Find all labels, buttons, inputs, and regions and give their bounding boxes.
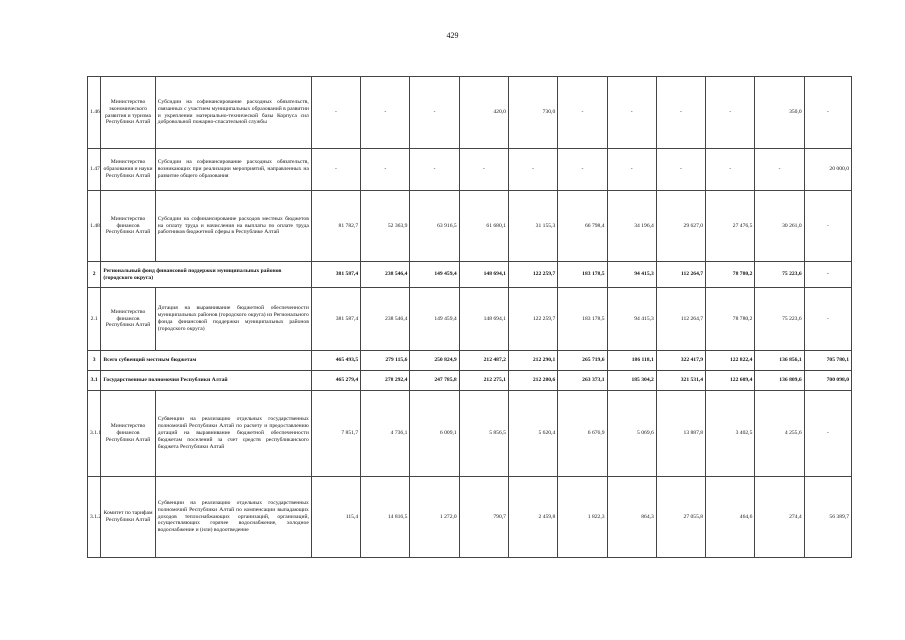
- responsible-org: Министерство финансов Республики Алтай: [101, 288, 155, 351]
- value-cell: 4 736,1: [361, 391, 410, 477]
- value-cell: 350,0: [755, 77, 804, 149]
- responsible-org: Министерство финансов Республики Алтай: [101, 191, 155, 262]
- value-cell: 148 694,1: [459, 262, 508, 288]
- responsible-org: Министерство образования и науки Республики Алтай: [101, 149, 155, 191]
- row-description: Субсидии на софинансирование расходов местных бюджетов на оплату труда и начисления на выплаты по оплате труда работников бюджетной сферы в Республике Алтай: [155, 191, 311, 262]
- value-cell: 790,7: [459, 477, 508, 558]
- value-cell: 7 851,7: [311, 391, 360, 477]
- value-cell: 112 264,7: [656, 288, 705, 351]
- value-cell: 78 780,2: [706, 262, 755, 288]
- value-cell: 6 676,9: [558, 391, 607, 477]
- budget-table: [87, 76, 852, 558]
- value-cell: 122 609,4: [706, 371, 755, 391]
- table-row: [88, 77, 852, 149]
- table-row: [88, 371, 852, 391]
- row-label: Государственные полномочия Республики Алтай: [101, 371, 312, 391]
- row-description: Субвенции на реализацию отдельных государственных полномочий Республики Алтай по компенсации выпадающих доходов теплоснабжающих организаций, организаций, осуществляющих горячее водоснабжение, холодное водоснабжение и (или) водоотведение: [155, 477, 311, 558]
- value-cell: 122 259,7: [508, 288, 557, 351]
- value-cell: 5 620,4: [508, 391, 557, 477]
- value-cell: 75 223,6: [755, 288, 804, 351]
- value-cell: -: [656, 77, 705, 149]
- value-cell: 27 476,5: [706, 191, 755, 262]
- value-cell: -: [755, 149, 804, 191]
- value-cell: -: [607, 77, 656, 149]
- value-cell: 20 000,0: [804, 149, 851, 191]
- value-cell: 186 118,1: [607, 351, 656, 371]
- row-number: 3.1: [88, 371, 101, 391]
- row-number: 1.47: [88, 149, 101, 191]
- value-cell: 322 417,9: [656, 351, 705, 371]
- value-cell: -: [804, 391, 851, 477]
- value-cell: -: [804, 191, 851, 262]
- value-cell: 94 415,3: [607, 288, 656, 351]
- value-cell: 464,6: [706, 477, 755, 558]
- value-cell: 61 680,1: [459, 191, 508, 262]
- value-cell: 247 785,8: [410, 371, 459, 391]
- value-cell: 136 856,1: [755, 351, 804, 371]
- value-cell: 63 916,5: [410, 191, 459, 262]
- value-cell: 3 402,5: [706, 391, 755, 477]
- row-number: 2.1: [88, 288, 101, 351]
- value-cell: 212 290,1: [508, 351, 557, 371]
- value-cell: 212 280,6: [508, 371, 557, 391]
- value-cell: -: [311, 77, 360, 149]
- value-cell: 864,3: [607, 477, 656, 558]
- table-row: [88, 288, 852, 351]
- value-cell: -: [361, 149, 410, 191]
- value-cell: 149 459,4: [410, 288, 459, 351]
- row-number: 3.1.1: [88, 391, 101, 477]
- value-cell: -: [459, 149, 508, 191]
- value-cell: 1 272,0: [410, 477, 459, 558]
- value-cell: 250 824,9: [410, 351, 459, 371]
- value-cell: 27 055,8: [656, 477, 705, 558]
- value-cell: 185 304,2: [607, 371, 656, 391]
- value-cell: 31 155,3: [508, 191, 557, 262]
- table-row: [88, 149, 852, 191]
- row-number: 1.46: [88, 77, 101, 149]
- value-cell: 29 627,0: [656, 191, 705, 262]
- table-row: [88, 391, 852, 477]
- value-cell: 700 098,0: [804, 371, 851, 391]
- row-description: Субсидии на софинансирование расходных обязательств, возникающих при реализации мероприятий, направленных на развитие общего образования: [155, 149, 311, 191]
- value-cell: -: [558, 77, 607, 149]
- value-cell: 78 780,2: [706, 288, 755, 351]
- value-cell: 183 178,5: [558, 262, 607, 288]
- value-cell: 465 279,4: [311, 371, 360, 391]
- value-cell: -: [558, 149, 607, 191]
- value-cell: 115,4: [311, 477, 360, 558]
- value-cell: 122 259,7: [508, 262, 557, 288]
- value-cell: 5 069,6: [607, 391, 656, 477]
- value-cell: -: [508, 149, 557, 191]
- row-number: 3: [88, 351, 101, 371]
- value-cell: 465 493,5: [311, 351, 360, 371]
- value-cell: 5 856,5: [459, 391, 508, 477]
- value-cell: 81 782,7: [311, 191, 360, 262]
- value-cell: 730,0: [508, 77, 557, 149]
- value-cell: -: [804, 288, 851, 351]
- value-cell: -: [804, 262, 851, 288]
- value-cell: -: [361, 77, 410, 149]
- value-cell: 148 694,1: [459, 288, 508, 351]
- value-cell: 149 459,4: [410, 262, 459, 288]
- value-cell: 75 223,6: [755, 262, 804, 288]
- value-cell: 30 261,0: [755, 191, 804, 262]
- value-cell: -: [607, 149, 656, 191]
- value-cell: 1 822,3: [558, 477, 607, 558]
- value-cell: -: [706, 149, 755, 191]
- row-label: Региональный фонд финансовой поддержки муниципальных районов (городского округа): [101, 262, 312, 288]
- value-cell: -: [311, 149, 360, 191]
- value-cell: 122 822,4: [706, 351, 755, 371]
- row-description: Субвенции на реализацию отдельных государственных полномочий Республики Алтай по расчету и предоставлению дотаций на выравнивание бюджетной обеспеченности бюджетам поселений за счет средств республиканского бюджета Республики Алтай: [155, 391, 311, 477]
- table-body: [88, 77, 852, 558]
- table-row: [88, 351, 852, 371]
- value-cell: 14 816,5: [361, 477, 410, 558]
- table-row: [88, 477, 852, 558]
- row-description: Субсидии на софинансирование расходных обязательств, связанных с участием муниципальных образований в развитии и укреплении материально-технической базы Корпуса сил добровольной пожарно-спасательной службы: [155, 77, 311, 149]
- value-cell: 420,0: [459, 77, 508, 149]
- value-cell: -: [706, 77, 755, 149]
- responsible-org: Министерство финансов Республики Алтай: [101, 391, 155, 477]
- responsible-org: Комитет по тарифам Республики Алтай: [101, 477, 155, 558]
- value-cell: 56 389,7: [804, 477, 851, 558]
- value-cell: 183 178,5: [558, 288, 607, 351]
- row-number: 2: [88, 262, 101, 288]
- row-label: Всего субвенций местным бюджетам: [101, 351, 312, 371]
- value-cell: 381 587,4: [311, 288, 360, 351]
- value-cell: 705 780,1: [804, 351, 851, 371]
- value-cell: 238 546,4: [361, 262, 410, 288]
- value-cell: -: [804, 77, 851, 149]
- value-cell: 274,4: [755, 477, 804, 558]
- value-cell: 265 719,6: [558, 351, 607, 371]
- value-cell: 52 363,9: [361, 191, 410, 262]
- table-row: [88, 191, 852, 262]
- value-cell: 13 887,8: [656, 391, 705, 477]
- page-number: 429: [446, 31, 459, 40]
- value-cell: 66 798,4: [558, 191, 607, 262]
- value-cell: 4 255,6: [755, 391, 804, 477]
- value-cell: 321 531,4: [656, 371, 705, 391]
- row-number: 1.48: [88, 191, 101, 262]
- value-cell: 238 546,4: [361, 288, 410, 351]
- value-cell: -: [656, 149, 705, 191]
- value-cell: 278 292,4: [361, 371, 410, 391]
- value-cell: 381 587,4: [311, 262, 360, 288]
- value-cell: 263 373,1: [558, 371, 607, 391]
- row-description: Дотация на выравнивание бюджетной обеспеченности муниципальных районов (городского округа) из Регионального фонда финансовой поддержки муниципальных районов (городского округа): [155, 288, 311, 351]
- row-number: 3.1.2: [88, 477, 101, 558]
- value-cell: 279 115,6: [361, 351, 410, 371]
- value-cell: 136 809,6: [755, 371, 804, 391]
- value-cell: 94 415,3: [607, 262, 656, 288]
- value-cell: 112 264,7: [656, 262, 705, 288]
- value-cell: 212 275,1: [459, 371, 508, 391]
- table-row: [88, 262, 852, 288]
- responsible-org: Министерство экономического развития и туризма Республики Алтай: [101, 77, 155, 149]
- value-cell: 6 009,1: [410, 391, 459, 477]
- value-cell: 212 487,2: [459, 351, 508, 371]
- value-cell: 34 196,4: [607, 191, 656, 262]
- value-cell: -: [410, 77, 459, 149]
- value-cell: 2 459,8: [508, 477, 557, 558]
- value-cell: -: [410, 149, 459, 191]
